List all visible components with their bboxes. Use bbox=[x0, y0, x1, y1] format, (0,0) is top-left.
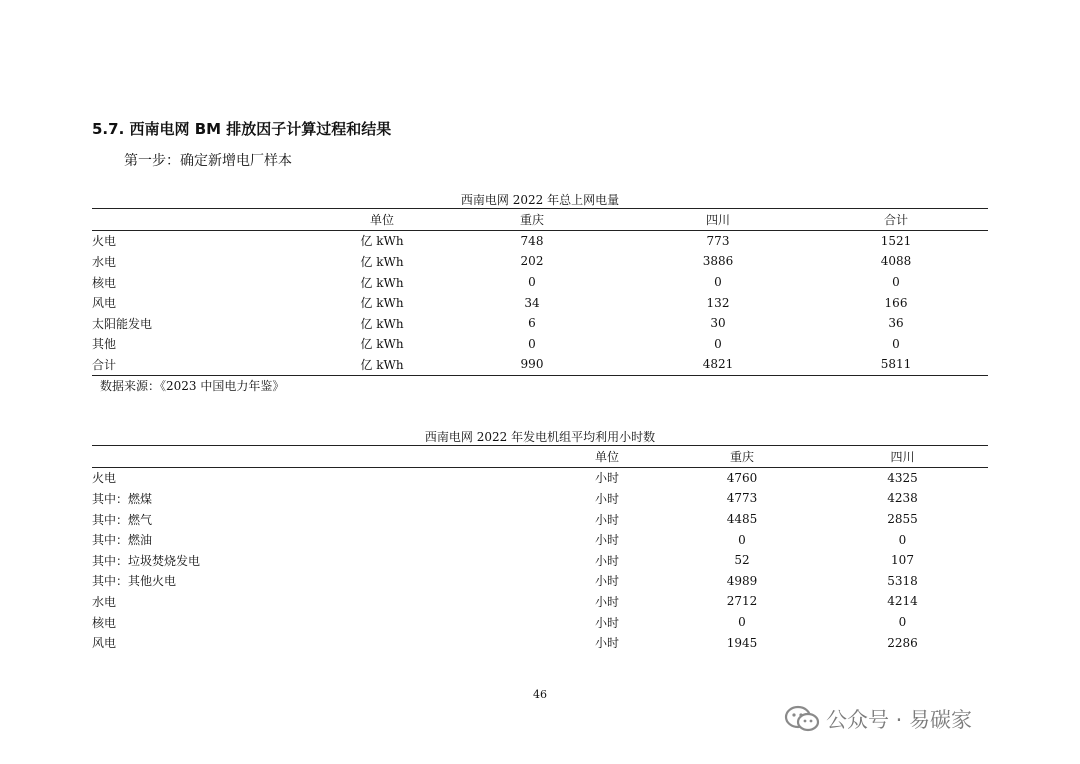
table2-header-cell: 单位 bbox=[547, 446, 667, 468]
table-cell: 2286 bbox=[887, 635, 918, 650]
table2-header-cell: 四川 bbox=[817, 446, 988, 468]
table-cell: 小时 bbox=[594, 553, 619, 568]
table1-header-cell: 单位 bbox=[332, 209, 432, 231]
table-row bbox=[92, 550, 988, 571]
table1-body bbox=[92, 230, 988, 375]
table-row bbox=[92, 313, 988, 334]
table-cell: 4773 bbox=[726, 491, 758, 506]
table-cell: 202 bbox=[520, 254, 544, 269]
table-cell: 132 bbox=[706, 295, 730, 310]
table-row bbox=[92, 334, 988, 355]
table-cell: 0 bbox=[738, 532, 746, 547]
table-cell: 30 bbox=[710, 316, 726, 331]
table-cell: 4760 bbox=[726, 470, 758, 485]
row-label: 其中：燃气 bbox=[92, 512, 153, 527]
data-source-note: 数据来源：《2023 中国电力年鉴》 bbox=[100, 379, 285, 393]
table-cell: 5811 bbox=[880, 357, 912, 372]
table-cell: 4485 bbox=[726, 512, 758, 527]
table-cell: 小时 bbox=[594, 512, 619, 527]
table-cell: 0 bbox=[898, 532, 907, 547]
table-cell: 0 bbox=[892, 275, 900, 290]
table-row bbox=[92, 509, 988, 530]
row-label: 太阳能发电 bbox=[92, 316, 153, 331]
table1-header-cell: 四川 bbox=[632, 209, 804, 231]
table-cell: 34 bbox=[524, 295, 540, 310]
table-row bbox=[92, 612, 988, 633]
table-cell: 小时 bbox=[594, 594, 619, 609]
row-label: 核电 bbox=[92, 275, 117, 290]
table-cell: 小时 bbox=[594, 533, 619, 548]
row-label: 其中：其他火电 bbox=[92, 574, 177, 589]
table-cell: 亿 kWh bbox=[360, 316, 404, 331]
table-cell: 亿 kWh bbox=[360, 234, 404, 249]
watermark-text: 公众号 · 易碳家 bbox=[826, 708, 973, 732]
table-row bbox=[92, 632, 988, 653]
table-cell: 2712 bbox=[726, 594, 758, 609]
page-number: 46 bbox=[533, 688, 547, 701]
table1-header-cell bbox=[92, 209, 332, 231]
table-cell: 小时 bbox=[594, 574, 619, 589]
table-row bbox=[92, 251, 988, 272]
row-label: 水电 bbox=[92, 254, 117, 269]
table-row bbox=[92, 467, 988, 488]
table-cell: 990 bbox=[520, 357, 544, 372]
step-text: 第一步：确定新增电厂样本 bbox=[124, 153, 292, 169]
row-label: 合计 bbox=[92, 357, 117, 372]
table2-header-row bbox=[92, 446, 988, 468]
table-cell: 4088 bbox=[880, 254, 912, 269]
table-row bbox=[92, 529, 988, 550]
table1-caption: 西南电网 2022 年总上网电量 bbox=[460, 193, 620, 207]
table2-caption: 西南电网 2022 年发电机组平均利用小时数 bbox=[424, 430, 656, 444]
row-label: 其中：燃油 bbox=[92, 533, 153, 548]
section-heading: 5.7. 西南电网 BM 排放因子计算过程和结果 bbox=[92, 120, 392, 138]
table-cell: 6 bbox=[528, 316, 536, 331]
row-label: 其中：垃圾焚烧发电 bbox=[92, 553, 201, 568]
table-cell: 4325 bbox=[887, 470, 918, 485]
table-cell: 0 bbox=[898, 615, 907, 630]
table-row bbox=[92, 591, 988, 612]
table-cell: 0 bbox=[714, 336, 722, 351]
row-label: 其中：燃煤 bbox=[92, 491, 153, 506]
watermark bbox=[784, 704, 972, 734]
table-cell: 0 bbox=[528, 275, 536, 290]
table-cell: 166 bbox=[884, 295, 908, 310]
table2-utilization-hours bbox=[92, 445, 988, 653]
table-cell: 4989 bbox=[726, 573, 758, 588]
table-cell: 52 bbox=[734, 553, 750, 568]
table-cell: 4214 bbox=[887, 594, 918, 609]
table-row bbox=[92, 488, 988, 509]
table-cell: 107 bbox=[891, 553, 914, 568]
table-cell: 5318 bbox=[887, 573, 918, 588]
table1-header-cell: 合计 bbox=[804, 209, 988, 231]
table-cell: 0 bbox=[714, 275, 722, 290]
table1-header-row bbox=[92, 209, 988, 231]
table-cell: 4238 bbox=[887, 491, 918, 506]
table-cell: 小时 bbox=[594, 636, 619, 651]
table2-header-cell bbox=[92, 446, 547, 468]
row-label: 火电 bbox=[92, 471, 117, 486]
table-cell: 0 bbox=[528, 336, 536, 351]
table-cell: 亿 kWh bbox=[360, 337, 404, 352]
table-row bbox=[92, 354, 988, 375]
table-cell: 小时 bbox=[594, 615, 619, 630]
table-cell: 亿 kWh bbox=[360, 275, 404, 290]
table-cell: 亿 kWh bbox=[360, 357, 404, 372]
table-cell: 1945 bbox=[726, 635, 758, 650]
table-cell: 2855 bbox=[887, 512, 918, 527]
row-label: 风电 bbox=[92, 636, 117, 651]
table-cell: 773 bbox=[706, 233, 730, 248]
table-cell: 0 bbox=[892, 336, 900, 351]
table-cell: 748 bbox=[520, 233, 544, 248]
table-row bbox=[92, 571, 988, 592]
wechat-icon bbox=[784, 705, 820, 733]
table1-header-cell: 重庆 bbox=[432, 209, 632, 231]
table-cell: 3886 bbox=[702, 254, 734, 269]
table-row bbox=[92, 230, 988, 251]
row-label: 火电 bbox=[92, 234, 117, 249]
row-label: 风电 bbox=[92, 296, 117, 311]
table2-header-cell: 重庆 bbox=[667, 446, 817, 468]
row-label: 其他 bbox=[92, 337, 117, 352]
table-cell: 36 bbox=[888, 316, 904, 331]
table-row bbox=[92, 272, 988, 293]
table-cell: 亿 kWh bbox=[360, 254, 404, 269]
table-cell: 1521 bbox=[880, 233, 912, 248]
table-cell: 小时 bbox=[594, 491, 619, 506]
table1-grid-volume bbox=[92, 208, 988, 376]
table-row bbox=[92, 292, 988, 313]
table-cell: 4821 bbox=[702, 357, 734, 372]
table-cell: 小时 bbox=[594, 471, 619, 486]
row-label: 核电 bbox=[92, 615, 117, 630]
table-cell: 0 bbox=[738, 615, 746, 630]
row-label: 水电 bbox=[92, 594, 117, 609]
table-cell: 亿 kWh bbox=[360, 296, 404, 311]
table2-body bbox=[92, 467, 988, 653]
